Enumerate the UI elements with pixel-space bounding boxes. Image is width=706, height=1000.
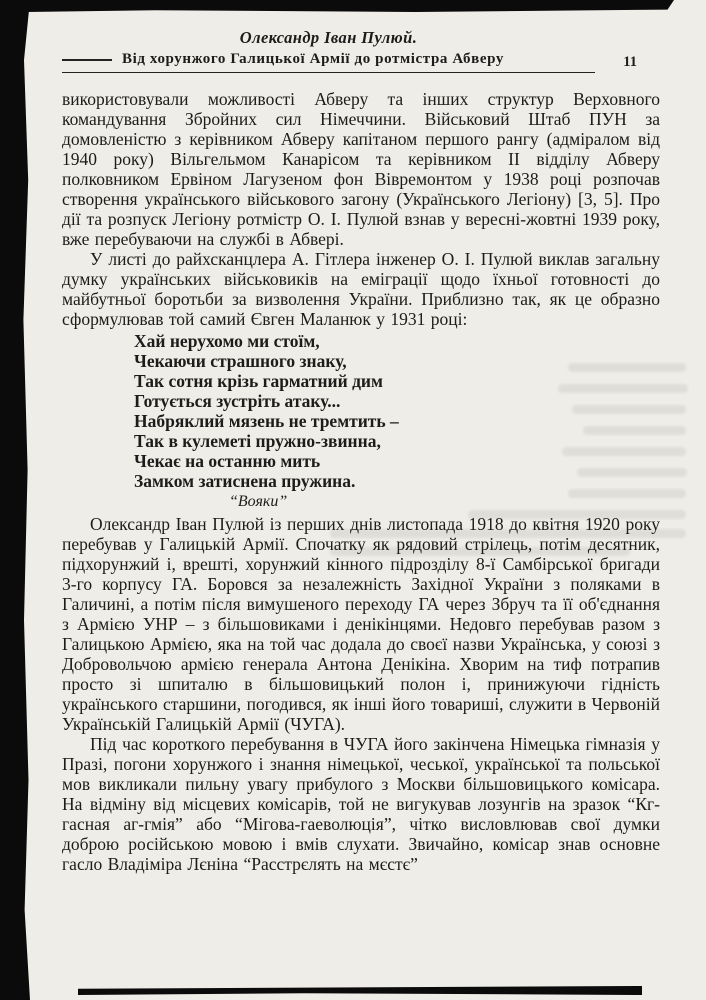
page-number: 11 [623,54,637,70]
paragraph: У листі до райхсканцлера А. Гітлера інженер О. І. Пулюй виклав загальну думку українських військовиків на еміграції щодо їхньої готовності до майбутньої боротьби за визволення України. Приблизно так, як це образно сформулював той самий Євген Маланюк у 1931 році: [62,249,660,329]
chapter-title: Від хорунжого Галицької Армії до ротмістра Абверу [122,51,504,67]
poem-line: Так в кулеметі пружно-звинна, [134,431,381,451]
poem-line: Чекає на останню мить [134,451,321,471]
page-header [62,28,637,73]
paragraph: використовували можливості Абверу та інших структур Верховного командування Збройних сил Німеччини. Військовий Штаб ПУН за домовленістю з керівником Абверу капітаном першого рангу (адміралом від 1940 року) Вільгельмом Канарісом та керівником II відділу Абверу полковником Ервіном Лагузеном фон Вівремонтом у 1938 році розпочав створення українського військового загону (Українського Легіону) [3, 5]. Про дії та розпуск Легіону ротмістр О. І. Пулюй взнав у вересні-жовтні 1939 року, вже перебуваючи на службі в Абвері. [62,89,660,249]
poem-line: Набряклий мязень не тремтить – [134,411,399,431]
poem-line: Хай нерухомо ми стоїм, [134,331,320,351]
poem-line: Так сотня крізь гарматний дим [134,371,383,391]
book-title: Олександр Іван Пулюй. [239,28,418,47]
poem-line: Чекаючи страшного знаку, [134,351,347,371]
header-rule [62,59,112,61]
poem [134,331,660,512]
chapter-title-row [62,51,595,73]
paragraph: Олександр Іван Пулюй із перших днів листопада 1918 до квітня 1920 року перебував у Галицькій Армії. Спочатку як рядовий стрілець, потім десятник, підхорунжий і, врешті, хорунжий кінного підрозділу 8-ї Самбірської бригади 3-го корпусу ГА. Боровся за незалежність Західної України з поляками в Галичині, а потім після вимушеного переходу ГА через Збруч та її об'єднання з Армією УНР – з більшовиками і денікінцями. Недовго перебував разом з Галицькою Армією, яка на той час додала до своєї назви Українська, у союзі з Добровольчою армією генерала Антона Денікіна. Хворим на тиф потрапив просто зі шпиталю в більшовицький полон і, принижуючи гідність українського старшини, погодився, як інші його товариші, служити в Червоній Українській Галицькій Армії (ЧУГА). [62,514,660,734]
paragraph: Під час короткого перебування в ЧУГА його закінчена Німецька гімназія у Празі, погони хорунжого і знання німецької, чеської, української та польської мов викликали пильну увагу прибулого з Москви більшовицького комісара. На відміну від місцевих комісарів, той не вигукував лозунгів на зразок “Кг-гасная аг-гмія” або “Мігова-гаеволюція”, чітко висловлював свої думки доброю російською мовою і вмів слухати. Звичайно, комісар знав основне гасло Владіміра Лєніна “Расстрєлять на мєстє” [62,734,660,874]
poem-line: Замком затиснена пружина. [134,471,356,491]
poem-caption: “Вояки” [229,493,288,510]
poem-line: Готується зустріть атаку... [134,391,341,411]
